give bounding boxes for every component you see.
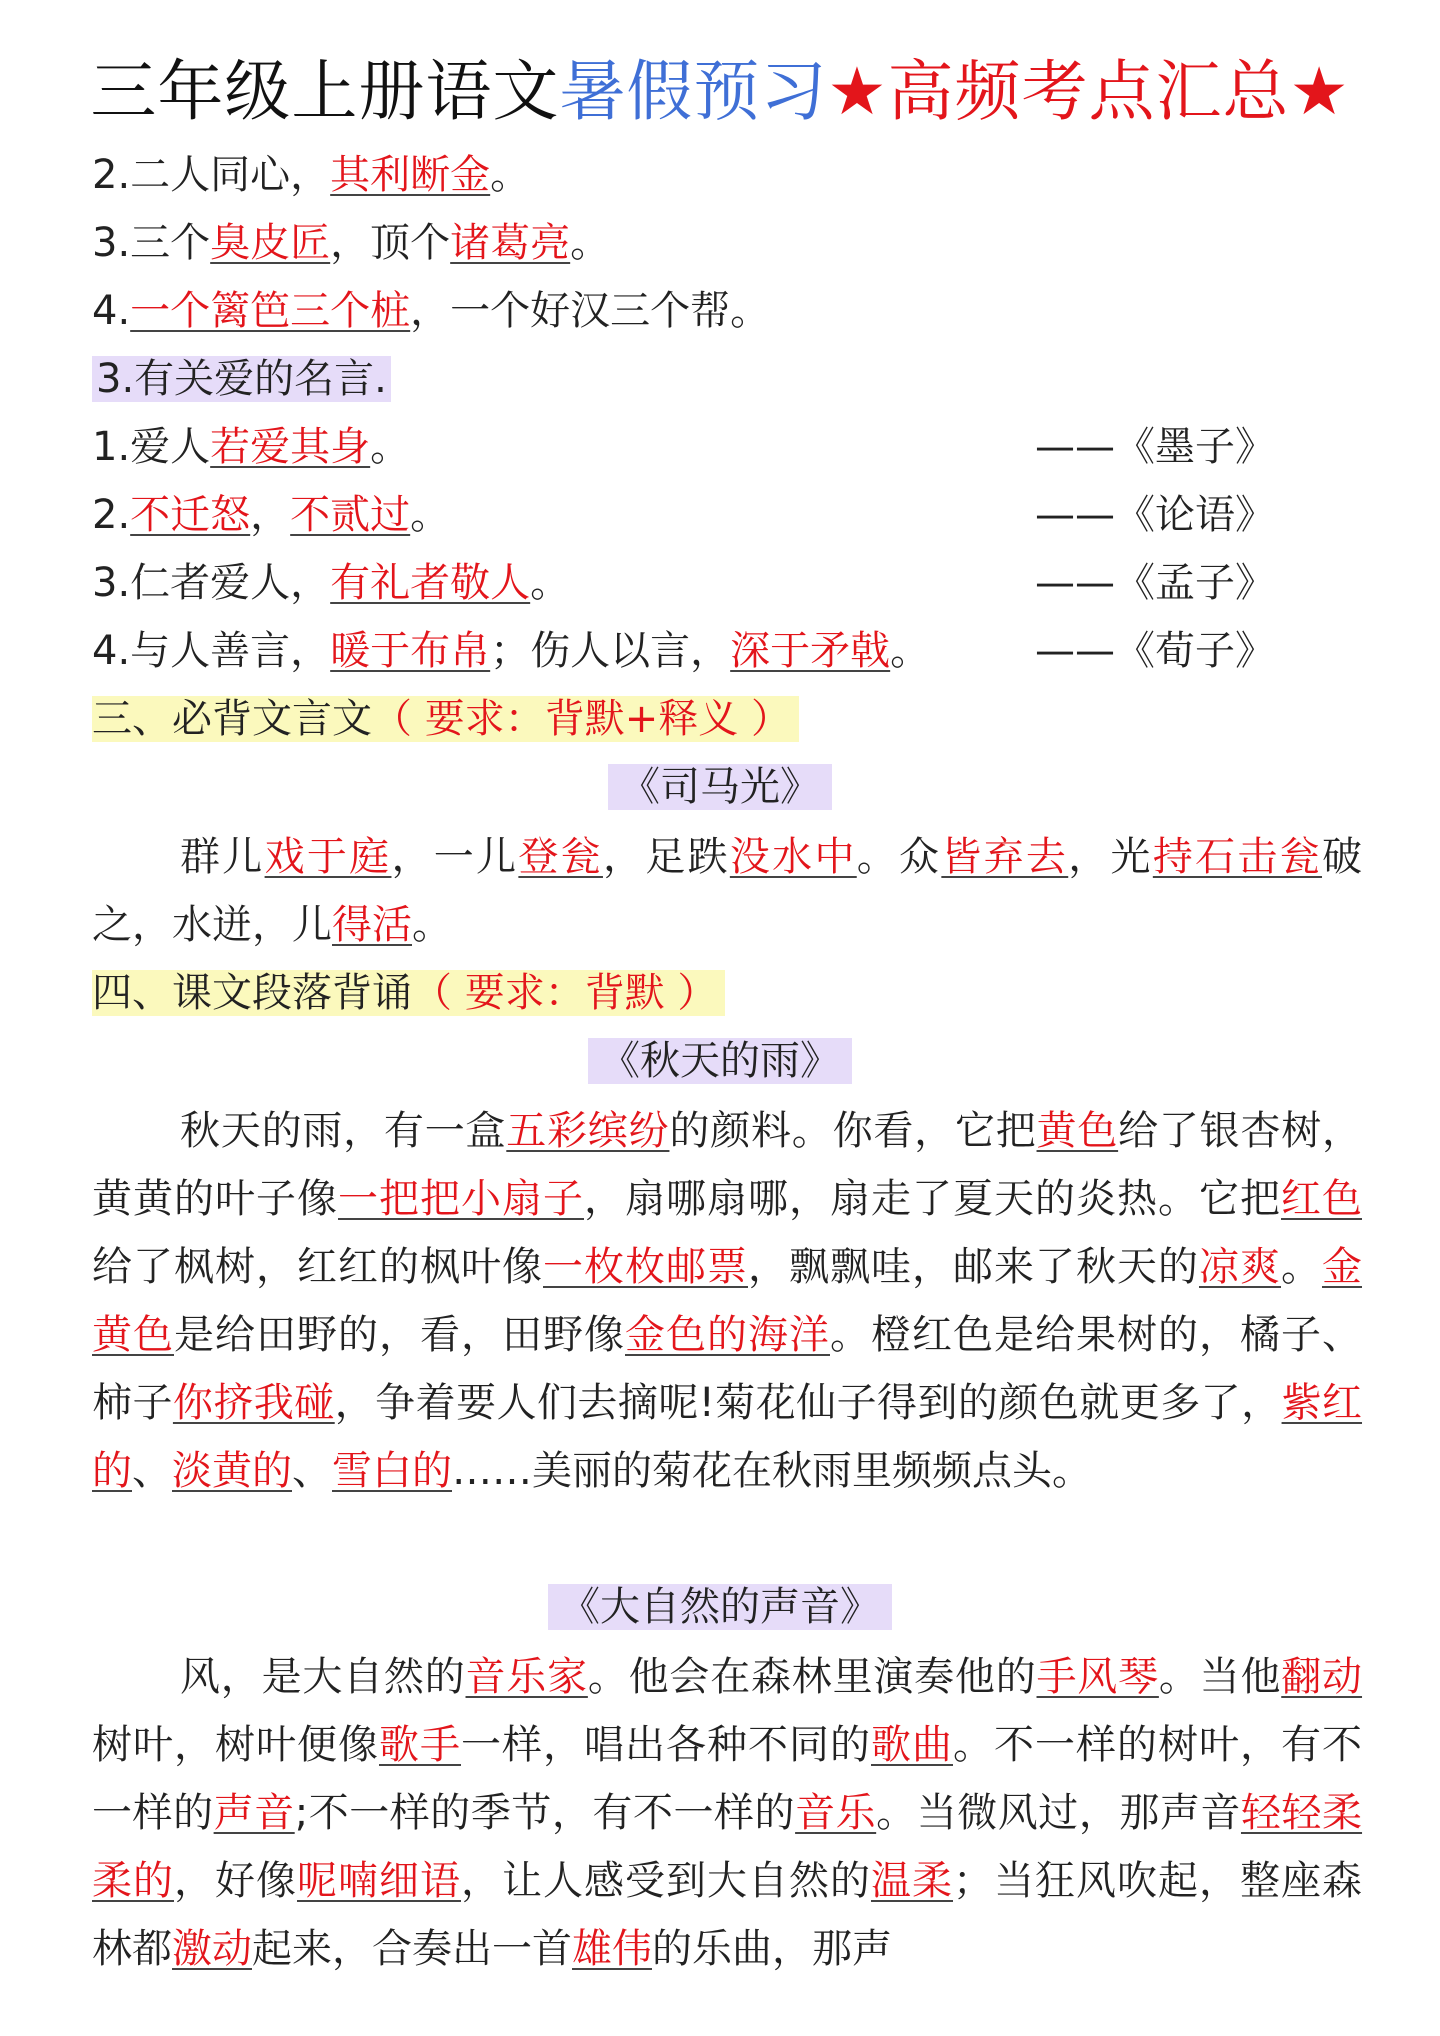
answer-blank: 翻动 [1281, 1654, 1363, 1700]
answer-blank: 臭皮匠 [210, 220, 331, 266]
text: 秋天的雨，有一盒 [180, 1108, 507, 1154]
answer-blank: 一个篱笆三个桩 [130, 288, 411, 334]
text: ，争着要人们去摘呢!菊花仙子得到的颜色就更多了， [334, 1380, 1282, 1426]
answer-blank: 戏于庭 [264, 834, 392, 880]
section-heading-box [92, 696, 799, 742]
answer-blank: 深于矛戟 [730, 628, 891, 674]
text: 。众 [856, 834, 942, 880]
text: 。 [490, 152, 531, 198]
text: ， [250, 492, 291, 538]
text: 。 [890, 628, 931, 674]
text: 破之，水迸，儿 [92, 834, 1363, 948]
text: 。 [530, 560, 571, 606]
section-label: 四、课文段落背诵 [92, 970, 412, 1016]
title-part-grade: 三年级上册语文 [90, 53, 560, 130]
answer-blank: 黄色 [1036, 1108, 1119, 1154]
answer-blank: 不贰过 [290, 492, 411, 538]
text: ……美丽的菊花在秋雨里频频点头。 [452, 1448, 1092, 1494]
text: 起来，合奏出一首 [252, 1926, 572, 1972]
answer-blank: 没水中 [729, 834, 857, 880]
text: ，让人感受到大自然的 [461, 1858, 871, 1904]
text: 。不一样的树叶，有不一样的 [92, 1722, 1362, 1836]
answer-blank: 声音 [213, 1790, 295, 1836]
text: 、 [292, 1448, 332, 1494]
quote-source: ——《荀子》 [1035, 628, 1275, 674]
answer-blank: 皆弃去 [941, 834, 1069, 880]
quote-source: ——《墨子》 [1035, 424, 1275, 470]
love-quote-line [92, 415, 410, 479]
page-title [0, 42, 1440, 142]
section-heading-box [92, 970, 725, 1016]
answer-blank: 一枚枚邮票 [543, 1244, 748, 1290]
text: 3.三个 [92, 220, 211, 266]
text: 。他会在森林里演奏他的 [587, 1654, 1037, 1700]
text: 、 [132, 1448, 172, 1494]
poem-title [0, 755, 1440, 819]
text: 。当微风过，那声音 [876, 1790, 1241, 1836]
text: 给了枫树，红红的枫叶像 [92, 1244, 543, 1290]
passage-title-text: 《大自然的声音》 [548, 1584, 892, 1630]
answer-blank: 暖于布帛 [330, 628, 491, 674]
love-quote-line [92, 619, 930, 683]
passage-title [0, 1029, 1440, 1093]
passage-paragraph [92, 1097, 1362, 1505]
text: 风，是大自然的 [180, 1654, 466, 1700]
text: ，顶个 [330, 220, 451, 266]
text: 3.仁者爱人， [92, 560, 331, 606]
answer-blank: 歌手 [379, 1722, 461, 1768]
classical-text-paragraph [92, 823, 1362, 959]
text: 是给田野的，看，田野像 [174, 1312, 625, 1358]
proverb-line [92, 211, 610, 275]
text: 2.二人同心， [92, 152, 331, 198]
answer-blank: 音乐家 [465, 1654, 588, 1700]
proverb-line [92, 279, 770, 343]
title-part-preview: 暑假预习 [559, 53, 828, 130]
answer-blank: 温柔 [871, 1858, 953, 1904]
answer-blank: 雄伟 [572, 1926, 652, 1972]
text: ；伤人以言， [490, 628, 731, 674]
text: ，扇哪扇哪，扇走了夏天的炎热。它把 [584, 1176, 1281, 1222]
text: 。橙红色是给果树的，橘子、柿子 [92, 1312, 1362, 1426]
love-quote-line [92, 551, 570, 615]
text: 。 [570, 220, 611, 266]
text: 一样，唱出各种不同的 [461, 1722, 871, 1768]
passage-title-text: 《秋天的雨》 [588, 1038, 852, 1084]
text: 的颜料。你看，它把 [669, 1108, 1037, 1154]
passage-title [0, 1575, 1440, 1639]
answer-blank: 五彩缤纷 [506, 1108, 670, 1154]
answer-blank: 一把把小扇子 [338, 1176, 584, 1222]
answer-blank: 登瓮 [518, 834, 603, 880]
text: ，好像 [174, 1858, 297, 1904]
text: ，飘飘哇，邮来了秋天的 [748, 1244, 1199, 1290]
answer-blank: 手风琴 [1036, 1654, 1159, 1700]
quote-source: ——《论语》 [1035, 492, 1275, 538]
answer-blank: 诸葛亮 [450, 220, 571, 266]
text: ，光 [1068, 834, 1153, 880]
text: 。 [370, 424, 411, 470]
text: 4.与人善言， [92, 628, 331, 674]
heading-text: 3.有关爱的名言. [92, 356, 391, 402]
text: 。 [1281, 1244, 1322, 1290]
answer-blank: 有礼者敬人 [330, 560, 531, 606]
answer-blank: 轻轻柔柔的 [92, 1790, 1363, 1904]
text: 。当他 [1158, 1654, 1282, 1700]
section-heading-recitation [92, 961, 725, 1025]
text: 2. [92, 492, 131, 538]
answer-blank: 激动 [172, 1926, 252, 1972]
text: ;不一样的季节，有不一样的 [294, 1790, 796, 1836]
answer-blank: 音乐 [795, 1790, 877, 1836]
answer-blank: 其利断金 [330, 152, 491, 198]
quote-source: ——《孟子》 [1035, 560, 1275, 606]
passage-paragraph [92, 1643, 1362, 1983]
answer-blank: 红色 [1281, 1176, 1362, 1222]
answer-blank: 不迁怒 [130, 492, 251, 538]
answer-blank: 你挤我碰 [172, 1380, 335, 1426]
proverb-line [92, 143, 530, 207]
text: 1.爱人 [92, 424, 211, 470]
answer-blank: 金黄色 [92, 1244, 1362, 1358]
text: 群儿 [180, 834, 265, 880]
title-part-keypoints: ★高频考点汇总★ [827, 53, 1350, 130]
love-quote-line [92, 483, 450, 547]
section-heading-classical [92, 687, 799, 751]
love-quotes-heading [92, 347, 391, 411]
text: 4. [92, 288, 131, 334]
section-label: 三、必背文言文 [92, 696, 372, 742]
answer-blank: 持石击瓮 [1152, 834, 1323, 880]
text: 给了银杏树，黄黄的叶子像 [92, 1108, 1363, 1222]
answer-blank: 雪白的 [332, 1448, 452, 1494]
text: ，足跌 [602, 834, 730, 880]
answer-blank: 金色的海洋 [625, 1312, 830, 1358]
answer-blank: 呢喃细语 [297, 1858, 461, 1904]
text: ，一个好汉三个帮。 [410, 288, 771, 334]
text: 。 [410, 492, 451, 538]
answer-blank: 紫红的 [92, 1380, 1363, 1494]
text: 树叶，树叶便像 [92, 1722, 379, 1768]
answer-blank: 得活 [332, 902, 412, 948]
poem-title-text: 《司马光》 [608, 764, 832, 810]
answer-blank: 歌曲 [871, 1722, 953, 1768]
text: ，一儿 [391, 834, 519, 880]
answer-blank: 若爱其身 [210, 424, 371, 470]
section-requirement: （ 要求：背默+释义 ） [372, 696, 791, 742]
answer-blank: 淡黄的 [172, 1448, 292, 1494]
answer-blank: 凉爽 [1199, 1244, 1281, 1290]
text: 。 [412, 902, 452, 948]
text: ；当狂风吹起，整座森林都 [92, 1858, 1362, 1972]
text: 的乐曲，那声 [652, 1926, 892, 1972]
section-requirement: （ 要求：背默 ） [412, 970, 718, 1016]
